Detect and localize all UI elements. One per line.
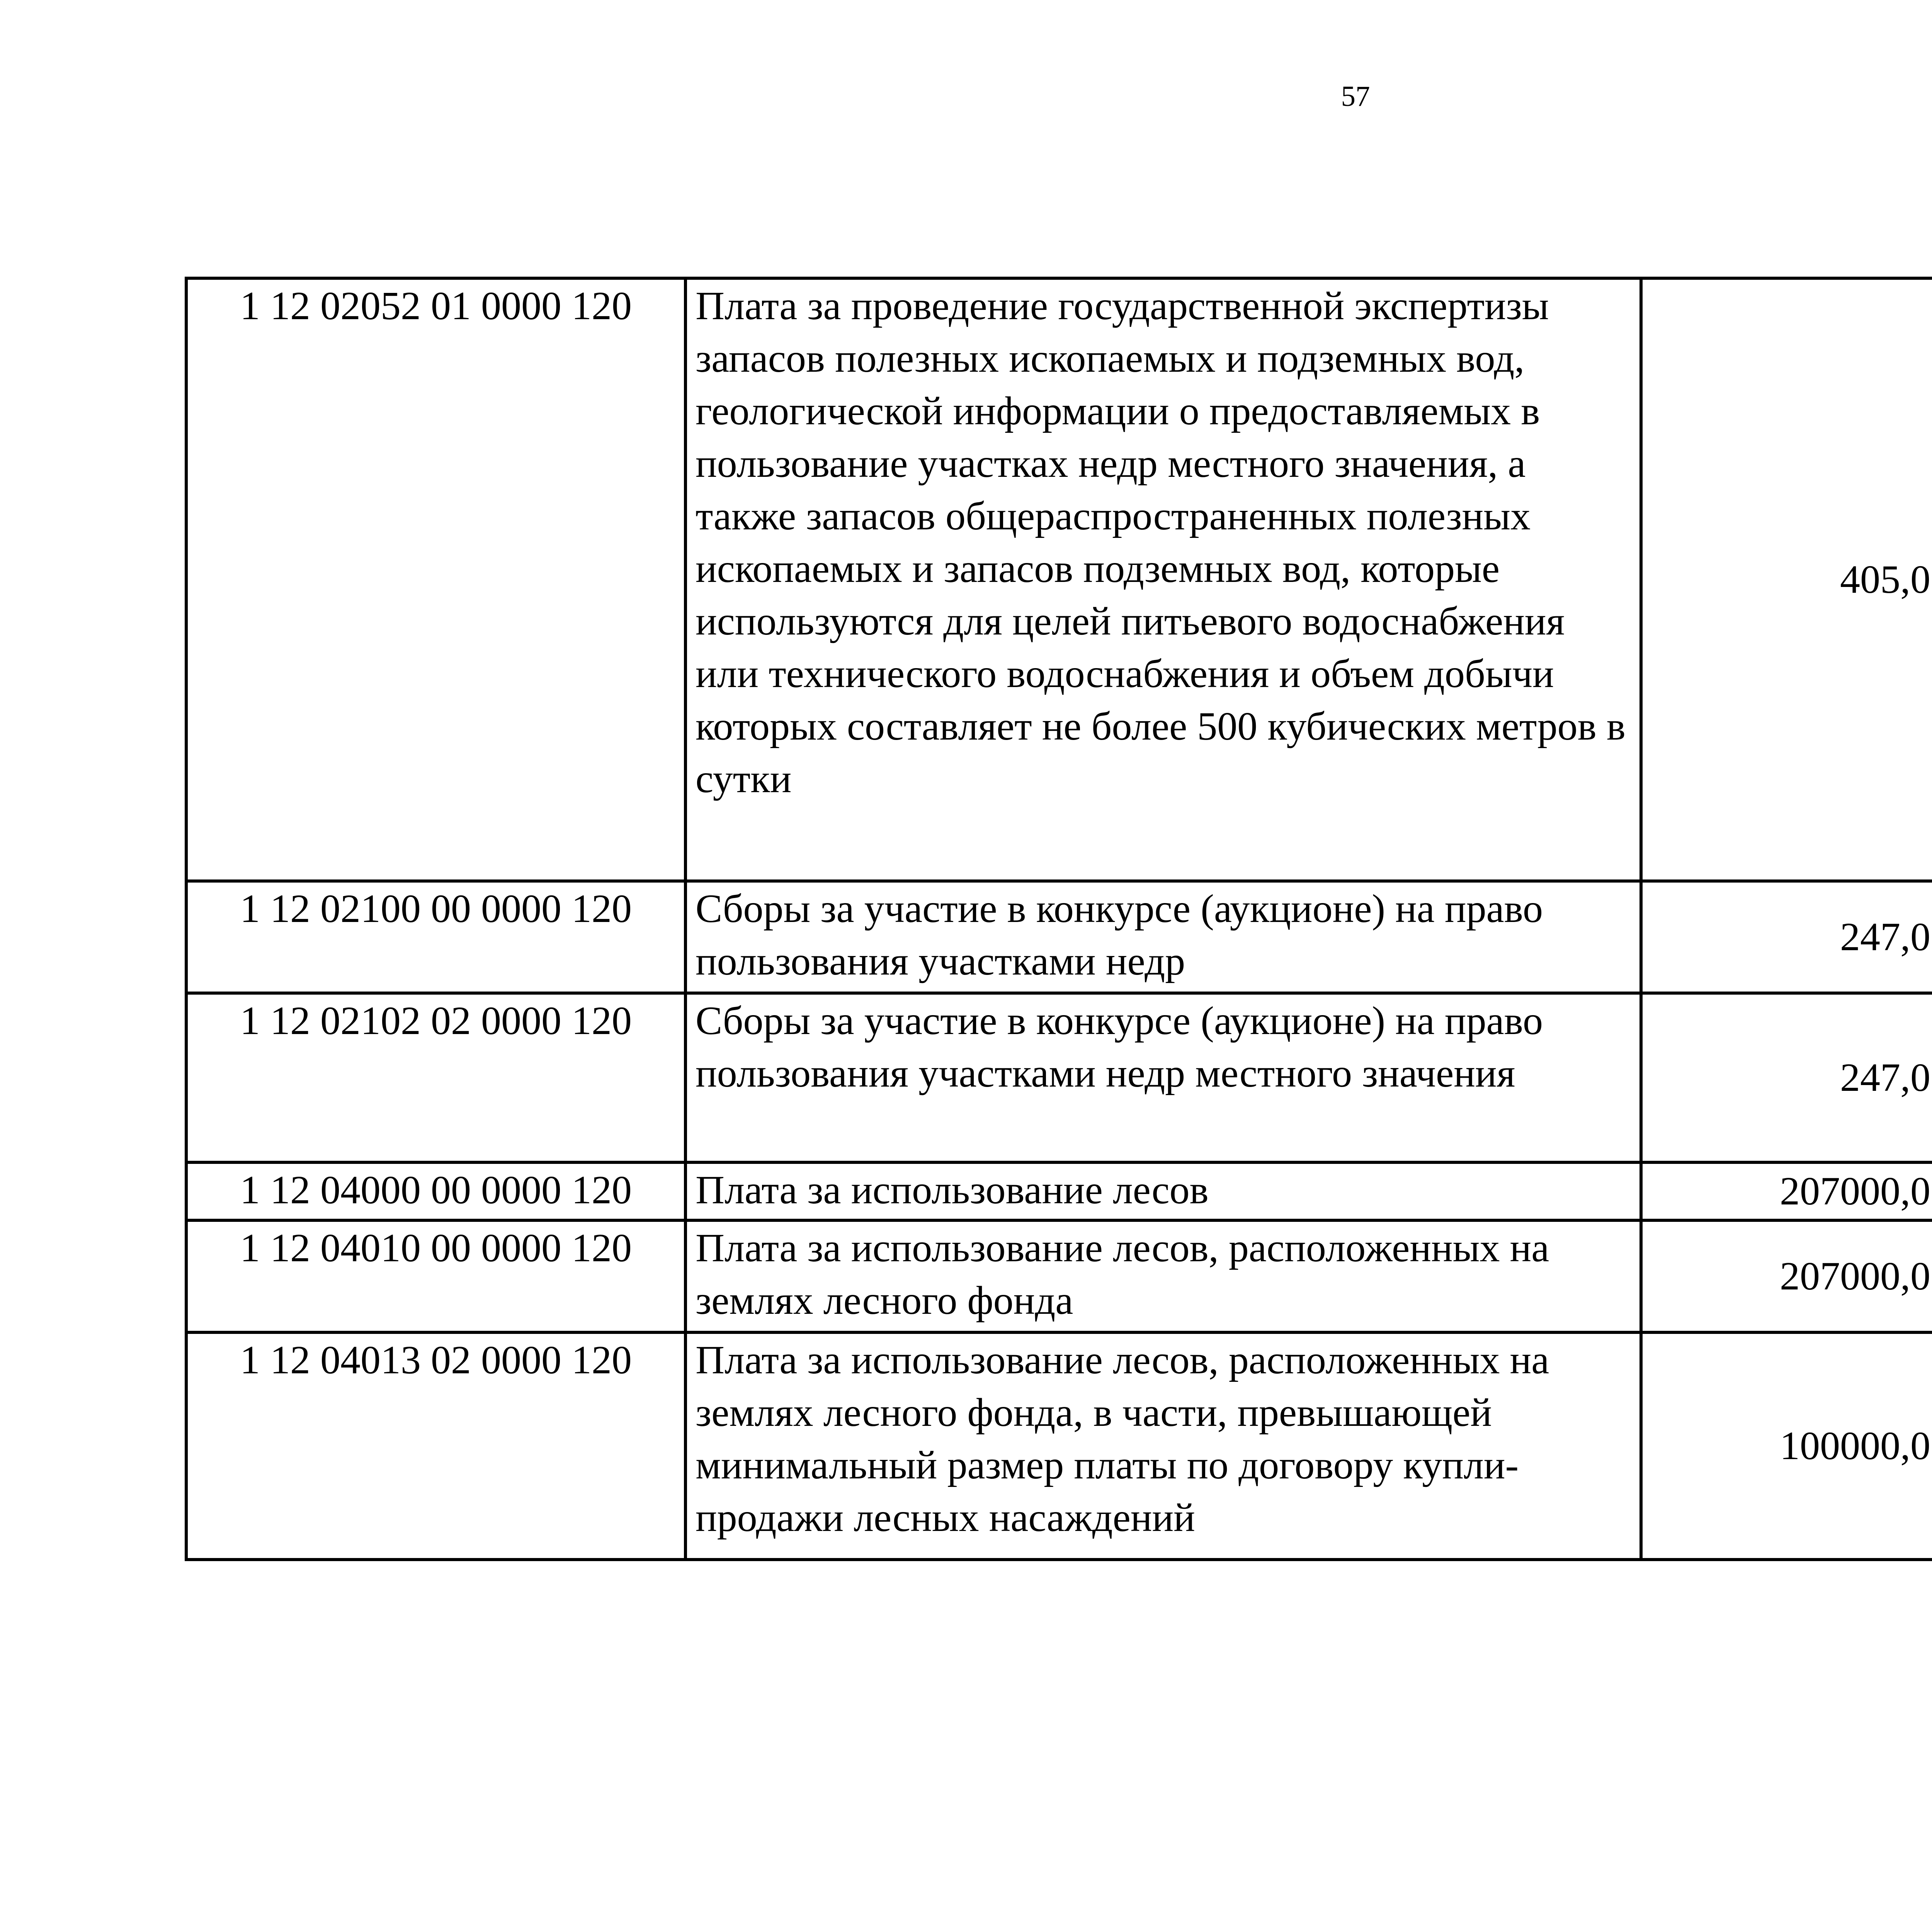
page-number: 57 — [1341, 80, 1370, 112]
amount-cell-1: 207000,0 — [1641, 1220, 1932, 1332]
revenue-description-cell: Сборы за участие в конкурсе (аукционе) на право пользования участками недр — [685, 881, 1641, 993]
revenue-code-cell: 1 12 04013 02 0000 120 — [186, 1332, 685, 1560]
revenue-code-cell: 1 12 02052 01 0000 120 — [186, 278, 685, 881]
table-row — [186, 1162, 1932, 1220]
table-row — [186, 1332, 1932, 1560]
amount-cell-1: 207000,0 — [1641, 1162, 1932, 1220]
revenue-description-cell: Плата за использование лесов — [685, 1162, 1641, 1220]
table-row — [186, 881, 1932, 993]
revenue-code-cell: 1 12 04010 00 0000 120 — [186, 1220, 685, 1332]
revenue-description-cell: Плата за проведение государственной экспертизы запасов полезных ископаемых и подземных вод, геологической информации о предоставляемых в пользование участках недр местного значения, а также запасов общераспространенных полезных ископаемых и запасов подземных вод, которые используются для целей питьевого водоснабжения или технического водоснабжения и объем добычи которых составляет не более 500 кубических метров в сутки — [685, 278, 1641, 881]
revenue-description-cell: Плата за использование лесов, расположенных на землях лесного фонда — [685, 1220, 1641, 1332]
revenue-description-cell: Сборы за участие в конкурсе (аукционе) на право пользования участками недр местного значения — [685, 993, 1641, 1162]
budget-revenue-table — [185, 277, 1932, 1561]
revenue-description-cell: Плата за использование лесов, расположенных на землях лесного фонда, в части, превышающей минимальный размер платы по договору купли-продажи лесных насаждений — [685, 1332, 1641, 1560]
amount-cell-1: 247,0 — [1641, 881, 1932, 993]
revenue-code-cell: 1 12 02100 00 0000 120 — [186, 881, 685, 993]
amount-cell-1: 247,0 — [1641, 993, 1932, 1162]
table-row — [186, 993, 1932, 1162]
revenue-code-cell: 1 12 02102 02 0000 120 — [186, 993, 685, 1162]
amount-cell-1: 405,0 — [1641, 278, 1932, 881]
table-row — [186, 278, 1932, 881]
amount-cell-1: 100000,0 — [1641, 1332, 1932, 1560]
table-row — [186, 1220, 1932, 1332]
revenue-code-cell: 1 12 04000 00 0000 120 — [186, 1162, 685, 1220]
